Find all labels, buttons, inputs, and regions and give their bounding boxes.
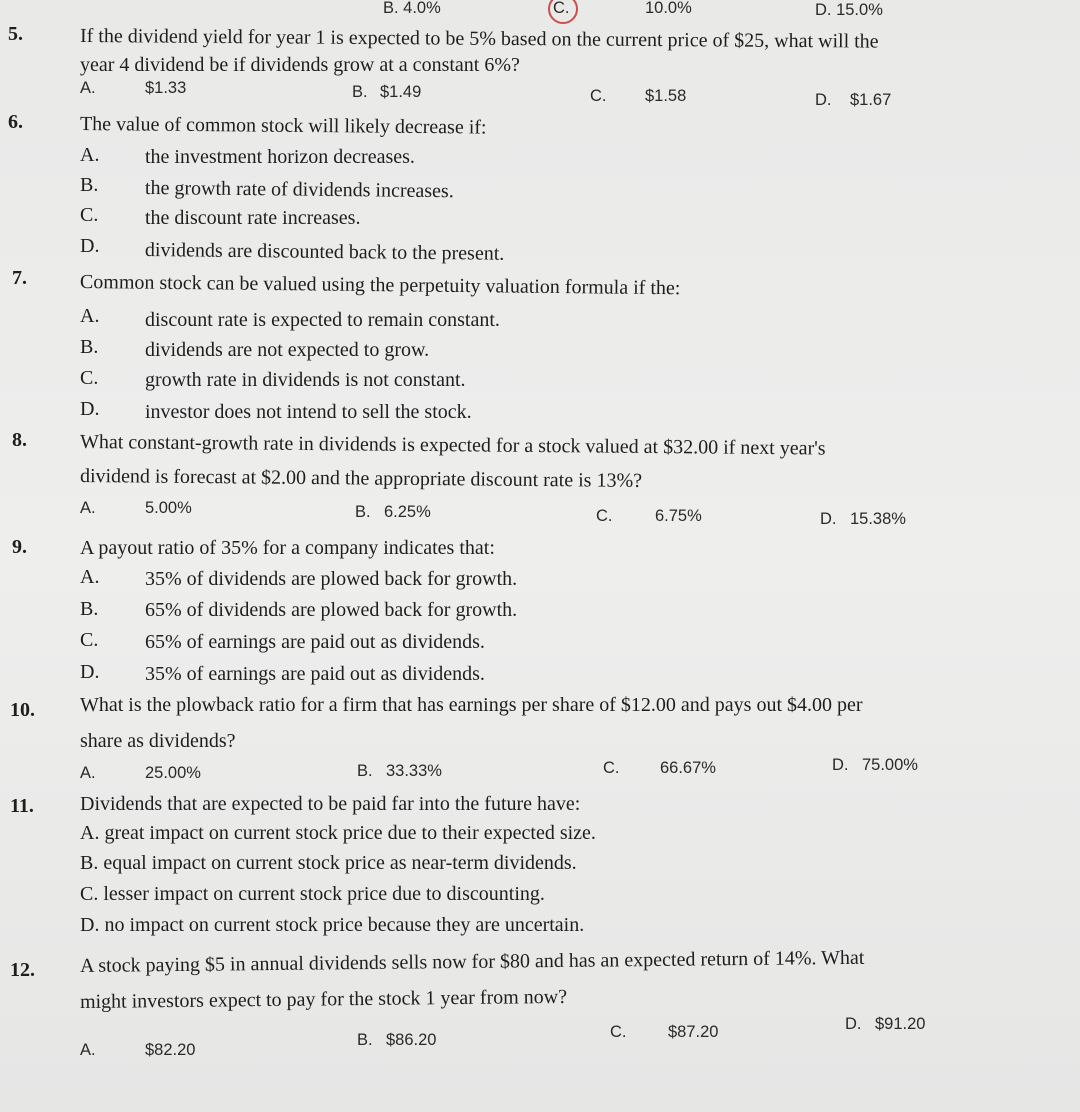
option-letter: D. bbox=[815, 91, 832, 109]
option-letter: D. bbox=[80, 398, 100, 420]
option-text: $82.20 bbox=[145, 1041, 196, 1059]
question-stem: If the dividend yield for year 1 is expected to be 5% based on the current price of $25, what will the bbox=[79, 25, 879, 53]
option-text bbox=[80, 853, 577, 873]
question-stem: might investors expect to pay for the stock 1 year from now? bbox=[79, 985, 568, 1013]
option-text: dividends are not expected to grow. bbox=[145, 339, 430, 361]
option-text: $1.67 bbox=[850, 91, 892, 109]
option-letter: B. bbox=[357, 1031, 373, 1049]
q4-option-c-letter: C. bbox=[553, 0, 570, 17]
option-text bbox=[80, 884, 545, 904]
question-number: 11. bbox=[10, 795, 34, 817]
option-letter: A. bbox=[80, 566, 100, 588]
option-letter: C. bbox=[596, 507, 613, 525]
q4-option-d: D. 15.0% bbox=[815, 1, 883, 19]
option-letter: C. bbox=[80, 629, 99, 651]
option-text: growth rate in dividends is not constant. bbox=[145, 369, 466, 391]
option-letter: C. bbox=[603, 759, 620, 777]
option-text: $91.20 bbox=[875, 1015, 926, 1033]
option-text: the discount rate increases. bbox=[145, 207, 361, 229]
option-letter: D. bbox=[845, 1015, 862, 1033]
option-letter: A. bbox=[80, 79, 96, 97]
q4-option-b: B. 4.0% bbox=[383, 0, 441, 17]
question-stem: What constant-growth rate in dividends is expected for a stock valued at $32.00 if next year's bbox=[79, 431, 826, 460]
question-number: 8. bbox=[12, 429, 27, 451]
option-letter: A. bbox=[80, 1041, 96, 1059]
option-text: 65% of earnings are paid out as dividends. bbox=[145, 631, 485, 653]
option-letter: B. bbox=[80, 852, 99, 874]
option-text bbox=[80, 823, 596, 843]
option-text: lesser impact on current stock price due to discounting. bbox=[103, 883, 545, 905]
question-number: 5. bbox=[8, 23, 23, 45]
option-text: 35% of dividends are plowed back for growth. bbox=[145, 568, 518, 590]
option-text: $1.33 bbox=[145, 79, 187, 97]
question-stem: The value of common stock will likely decrease if: bbox=[79, 113, 487, 139]
question-stem: dividend is forecast at $2.00 and the appropriate discount rate is 13%? bbox=[79, 465, 643, 492]
option-text: great impact on current stock price due to their expected size. bbox=[104, 822, 596, 844]
option-letter: B. bbox=[352, 83, 368, 101]
option-text bbox=[80, 915, 584, 935]
option-letter: D. bbox=[80, 661, 100, 683]
question-number: 9. bbox=[12, 536, 27, 558]
option-text: $1.58 bbox=[645, 87, 687, 105]
question-number: 7. bbox=[12, 267, 27, 289]
option-letter: C. bbox=[80, 883, 99, 905]
option-letter: C. bbox=[80, 204, 99, 226]
option-text: dividends are discounted back to the present. bbox=[144, 239, 505, 265]
option-text: no impact on current stock price because they are uncertain. bbox=[104, 914, 585, 936]
option-text: 33.33% bbox=[386, 762, 442, 780]
option-text: $86.20 bbox=[386, 1031, 437, 1049]
option-letter: D. bbox=[80, 235, 100, 257]
option-text: $1.49 bbox=[380, 83, 422, 101]
option-text: 15.38% bbox=[850, 510, 906, 528]
question-stem: A payout ratio of 35% for a company indicates that: bbox=[80, 537, 495, 559]
option-letter: B. bbox=[80, 174, 99, 196]
option-text: the growth rate of dividends increases. bbox=[144, 177, 454, 203]
option-letter: C. bbox=[610, 1023, 627, 1041]
question-stem: year 4 dividend be if dividends grow at a constant 6%? bbox=[80, 54, 520, 76]
option-text: investor does not intend to sell the stock. bbox=[145, 401, 472, 423]
option-letter: D. bbox=[820, 510, 837, 528]
option-text: 25.00% bbox=[145, 764, 201, 782]
option-text: 75.00% bbox=[862, 756, 918, 774]
option-letter: A. bbox=[80, 764, 96, 782]
question-stem: A stock paying $5 in annual dividends sells now for $80 and has an expected return of 14%. What bbox=[79, 946, 865, 977]
question-stem: Common stock can be valued using the perpetuity valuation formula if the: bbox=[79, 271, 681, 300]
option-letter: A. bbox=[80, 144, 100, 166]
q4-option-c: 10.0% bbox=[645, 0, 692, 17]
option-letter: B. bbox=[80, 336, 99, 358]
option-letter: C. bbox=[590, 87, 607, 105]
option-letter: B. bbox=[80, 598, 99, 620]
option-text: discount rate is expected to remain constant. bbox=[145, 309, 500, 331]
option-text: 5.00% bbox=[145, 499, 192, 517]
question-stem: Dividends that are expected to be paid far into the future have: bbox=[80, 793, 581, 815]
option-letter: C. bbox=[80, 367, 99, 389]
question-number: 10. bbox=[10, 699, 35, 721]
option-letter: D. bbox=[80, 914, 100, 936]
option-text: 66.67% bbox=[660, 759, 716, 777]
option-text: 6.25% bbox=[384, 503, 431, 521]
option-text: 65% of dividends are plowed back for growth. bbox=[145, 599, 518, 621]
option-text: 6.75% bbox=[655, 507, 702, 525]
option-letter: A. bbox=[80, 499, 96, 517]
option-letter: A. bbox=[80, 305, 100, 327]
option-letter: B. bbox=[355, 503, 371, 521]
question-number: 12. bbox=[10, 959, 35, 981]
option-text: 35% of earnings are paid out as dividends. bbox=[145, 663, 485, 685]
option-text: $87.20 bbox=[668, 1023, 719, 1041]
option-text: the investment horizon decreases. bbox=[145, 146, 415, 168]
option-letter: B. bbox=[357, 762, 373, 780]
question-number: 6. bbox=[8, 111, 23, 133]
option-text: equal impact on current stock price as near-term dividends. bbox=[103, 852, 577, 874]
option-letter: D. bbox=[832, 756, 849, 774]
option-letter: A. bbox=[80, 822, 100, 844]
question-stem: What is the plowback ratio for a firm that has earnings per share of $12.00 and pays out $4.00 per bbox=[80, 694, 863, 716]
question-stem: share as dividends? bbox=[80, 730, 236, 752]
